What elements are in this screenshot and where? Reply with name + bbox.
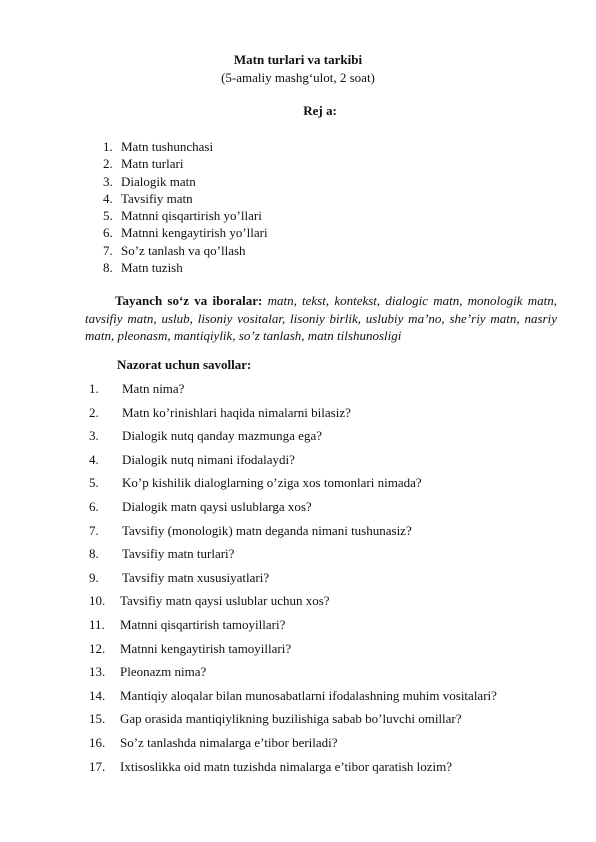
plan-item-text: Tavsifiy matn	[121, 190, 193, 206]
question-text: Matnni kengaytirish tamoyillari?	[120, 640, 292, 656]
plan-item-number: 3.	[103, 173, 113, 189]
question-item	[89, 381, 569, 405]
question-number: 14.	[89, 687, 106, 703]
question-text: Mantiqiy aloqalar bilan munosabatlarni ifodalashning muhim vositalari?	[120, 687, 497, 703]
question-item	[89, 546, 569, 570]
question-number: 3.	[89, 428, 99, 444]
keywords-text: matn, tekst, kontekst, dialogic matn, monologik matn, tavsifiy matn, uslub, lisoniy vositalar, lisoniy birlik, uslubiy ma’no, she’riy matn, nasriy matn, pleonasm, mantiqiylik, so’z tanlash, matn tilshunosligi	[85, 293, 557, 343]
question-text: Tavsifiy (monologik) matn deganda nimani tushunasiz?	[122, 522, 412, 538]
plan-item-text: Matnni kengaytirish yo’llari	[121, 225, 268, 241]
question-item	[89, 428, 569, 452]
question-item	[89, 735, 569, 759]
document-title: Matn turlari va tarkibi	[233, 52, 363, 67]
question-text: Ixtisoslikka oid matn tuzishda nimalarga e’tibor qaratish lozim?	[120, 758, 453, 774]
question-item	[89, 475, 569, 499]
question-text: Matn nima?	[122, 381, 185, 396]
question-text: So’z tanlashda nimalarga e’tibor beriladi?	[120, 734, 338, 750]
plan-item-text: Matn tuzish	[121, 260, 183, 276]
question-number: 15.	[89, 711, 106, 727]
plan-item-number: 7.	[103, 242, 113, 258]
question-number: 2.	[89, 404, 99, 420]
question-number: 5.	[89, 475, 99, 491]
plan-item-number: 2.	[103, 156, 113, 172]
plan-item-text: Dialogik matn	[121, 173, 196, 189]
plan-item	[103, 207, 503, 224]
questions-heading: Nazorat uchun savollar:	[117, 357, 252, 372]
plan-item	[103, 155, 503, 172]
question-item	[89, 664, 569, 688]
question-item	[89, 499, 569, 523]
question-text: Pleonazm nima?	[120, 664, 207, 680]
question-text: Dialogik nutq nimani ifodalaydi?	[122, 451, 295, 467]
keywords-lead: Tayanch so‘z va iboralar:	[115, 293, 263, 308]
plan-item-number: 6.	[103, 225, 113, 241]
document-subtitle: (5-amaliy mashg‘ulot, 2 soat)	[221, 70, 375, 85]
question-item	[89, 759, 569, 783]
question-number: 17.	[89, 758, 106, 774]
question-number: 13.	[89, 664, 106, 680]
plan-item	[103, 224, 503, 241]
plan-item-text: Matn turlari	[121, 156, 184, 172]
plan-item-number: 4.	[103, 190, 113, 206]
question-item	[89, 405, 569, 429]
plan-item-number: 8.	[103, 260, 113, 276]
question-item	[89, 593, 569, 617]
plan-heading: Rej a:	[303, 103, 337, 118]
plan-item	[103, 242, 503, 259]
question-item	[89, 452, 569, 476]
plan-item	[103, 259, 503, 276]
question-item	[89, 711, 569, 735]
question-text: Tavsifiy matn qaysi uslublar uchun xos?	[120, 593, 330, 609]
question-text: Dialogik nutq qanday mazmunga ega?	[122, 428, 322, 444]
questions-list	[89, 381, 569, 782]
question-number: 16.	[89, 734, 106, 750]
question-text: Matnni qisqartirish tamoyillari?	[120, 616, 286, 632]
plan-item-number: 1.	[103, 139, 113, 154]
plan-item	[103, 190, 503, 207]
question-number: 8.	[89, 546, 99, 562]
question-number: 1.	[89, 381, 99, 396]
question-item	[89, 641, 569, 665]
question-number: 6.	[89, 498, 99, 514]
question-number: 9.	[89, 569, 99, 585]
question-text: Tavsifiy matn turlari?	[122, 546, 235, 562]
question-number: 4.	[89, 451, 99, 467]
question-number: 10.	[89, 593, 106, 609]
plan-item-number: 5.	[103, 208, 113, 224]
question-text: Ko’p kishilik dialoglarning o’ziga xos tomonlari nimada?	[122, 475, 422, 491]
question-text: Dialogik matn qaysi uslublarga xos?	[122, 498, 312, 514]
plan-item-text: Matn tushunchasi	[121, 139, 214, 154]
question-item	[89, 617, 569, 641]
plan-item	[103, 173, 503, 190]
question-text: Matn ko’rinishlari haqida nimalarni bilasiz?	[122, 404, 351, 420]
plan-list	[103, 138, 503, 276]
plan-item-text: Matnni qisqartirish yo’llari	[121, 208, 262, 224]
question-item	[89, 570, 569, 594]
question-text: Gap orasida mantiqiylikning buzilishiga sabab bo’luvchi omillar?	[120, 711, 462, 727]
question-number: 11.	[89, 616, 105, 632]
question-number: 7.	[89, 522, 99, 538]
plan-item	[103, 138, 503, 155]
question-item	[89, 688, 569, 712]
keywords-paragraph	[85, 292, 557, 345]
question-text: Tavsifiy matn xususiyatlari?	[122, 569, 270, 585]
plan-item-text: So’z tanlash va qo’llash	[121, 242, 246, 258]
question-number: 12.	[89, 640, 106, 656]
question-item	[89, 523, 569, 547]
